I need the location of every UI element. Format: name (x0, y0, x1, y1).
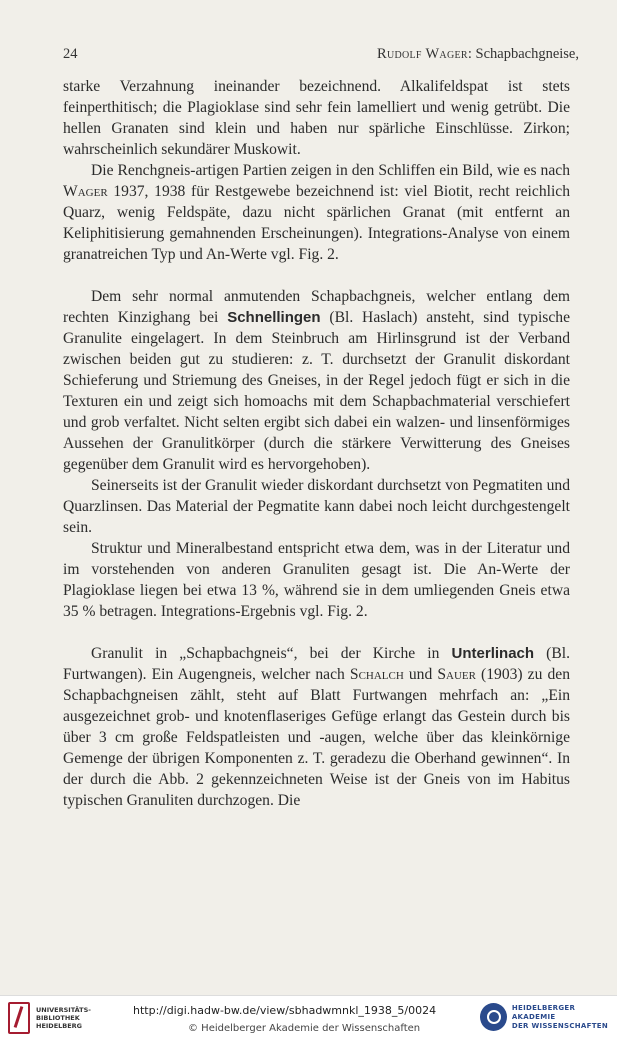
university-library-logo[interactable]: UNIVERSITÄTS- BIBLIOTHEK HEIDELBERG (8, 1002, 91, 1034)
running-title-rest: : Schapbachgneise, (467, 46, 579, 62)
viewer-footer (0, 995, 617, 1042)
place-name: Unterlinach (451, 645, 535, 662)
author-name: Wager (63, 183, 108, 200)
running-title (377, 46, 579, 63)
page-number: 24 (63, 46, 78, 62)
paragraph: Granulit in „Schapbachgneis“, bei der Kirche in Unterlinach (Bl. Furtwangen). Ein Augengneis, welcher nach Schalch und Sauer (1903) zu den Schapbachgneisen zählt, steht auf Blatt Furtwangen mehrfach an: „Ein ausgezeichnet grob- und knotenflaseriges Gefüge erlangt das Gestein durch bis über 3 cm große Feldspatleisten und -augen, welche über das kleinkörnige Gemenge der übrigen Komponenten z. T. geradezu die Oberhand gewinnen“. In der durch die Abb. 2 gekennzeichneten Weise ist der Gneis von im Habitus typischen Granuliten durchzogen. Die (63, 645, 570, 809)
author-name: Sauer (437, 666, 476, 683)
body-text (63, 76, 570, 811)
paragraph: Die Renchgneis-artigen Partien zeigen in den Schliffen ein Bild, wie es nach Wager 1937, 1938 für Restgewebe bezeichnend ist: viel Biotit, recht reichlich Quarz, wenig Feldspäte, dazu nicht spärlichen Granat (mit entfernt an Keliphitisierung gemahnenden Erscheinungen). Integrations-Analyse von einem granatreichen Typ und An-Werte vgl. Fig. 2. (63, 162, 570, 263)
author-name: Schalch (349, 666, 404, 683)
paragraph: Struktur und Mineralbestand entspricht etwa dem, was in der Literatur und im vorstehenden von anderen Granuliten gesagt ist. Die An-Werte der Plagioklase liegen bei etwa 13 %, während sie in dem umliegenden Gneis etwa 35 % betragen. Integrations-Ergebnis vgl. Fig. 2. (63, 540, 570, 620)
academy-logo[interactable]: HEIDELBERGER AKADEMIE DER WISSENSCHAFTEN (480, 1003, 617, 1031)
academy-seal-icon (480, 1003, 507, 1031)
copyright-notice: © Heidelberger Akademie der Wissenschaften (188, 1023, 421, 1034)
paragraph: Seinerseits ist der Granulit wieder diskordant durchsetzt von Pegmatiten und Quarzlinsen. Das Material der Pegmatite kann dabei noch leicht durchgestengelt sein. (63, 477, 570, 536)
place-name: Schnellingen (227, 309, 321, 326)
paragraph: Dem sehr normal anmutenden Schapbachgneis, welcher entlang dem rechten Kinzighang bei Schnellingen (Bl. Haslach) ansteht, sind typische Granulite eingelagert. In dem Steinbruch am Hirlinsgrund ist der Verband zwischen beiden gut zu studieren: z. T. durchsetzt der Granulit diskordant Schieferung und Striemung des Gneises, in der Regel jedoch fügt er sich in die Texturen ein und zeigt sich homoachs mit dem Schapbachmaterial verschiefert und grob verfaltet. Nicht selten ergibt sich dabei ein walzen- und linsenförmiges Aussehen der Granulitkörper (durch die stärkere Verwitterung des Gneises gegenüber dem Granulit wird es hervorgehoben). (63, 288, 571, 473)
running-title-author: Rudolf Wager (376, 46, 468, 62)
library-mark-icon (8, 1002, 30, 1034)
permalink-url[interactable]: http://digi.hadw-bw.de/view/sbhadwmnkl_1938_5/0024 (133, 1004, 437, 1017)
paragraph: starke Verzahnung ineinander bezeichnend. Alkalifeldspat ist stets feinperthitisch; die Plagioklase sind sehr fein lamelliert und wenig getrübt. Die hellen Granaten sind klein und haben nur spärliche Einschlüsse. Zirkon; wahrscheinlich sekundärer Muskowit. (63, 78, 570, 158)
running-header (63, 46, 579, 63)
